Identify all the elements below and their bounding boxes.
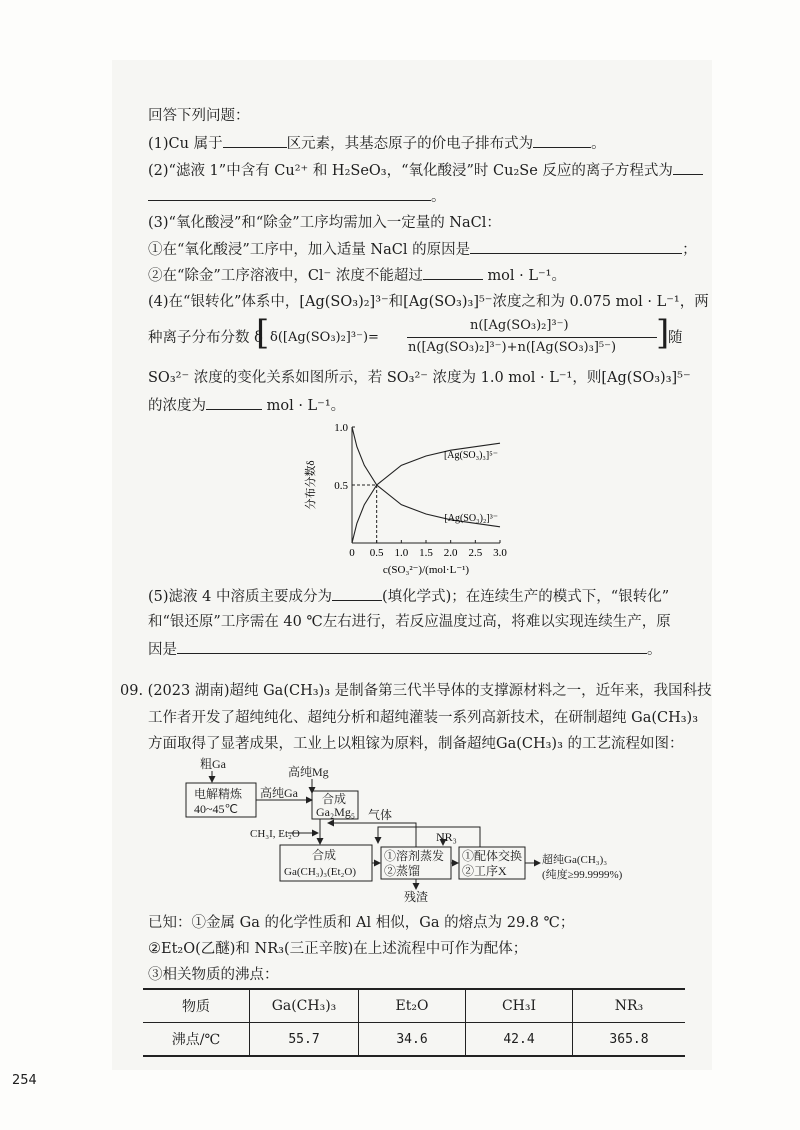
label-box3a: 合成 — [312, 848, 337, 862]
page-number: 254 — [12, 1073, 37, 1088]
x-tick-label: 3.0 — [493, 547, 507, 559]
y-tick-label: 0.5 — [334, 480, 348, 492]
q4-line-3: SO₃²⁻ 浓度的变化关系如图所示，若 SO₃²⁻ 浓度为 1.0 mol · L⁻¹，则[Ag(SO₃)₃]⁵⁻ — [148, 370, 691, 386]
label-purity: (纯度≥99.9999%) — [542, 869, 623, 881]
q4-text-d2: mol · L⁻¹。 — [266, 398, 346, 414]
fraction-denominator: n([Ag(SO₃)₂]³⁻)+n([Ag(SO₃)₃]⁵⁻) — [408, 340, 617, 355]
q2-end: 。 — [431, 189, 446, 205]
table-header-row — [143, 989, 685, 1023]
q5-blank-1[interactable] — [332, 586, 382, 601]
label-box1b: 40~45℃ — [194, 802, 238, 816]
label-nr3: NR₃ — [436, 830, 457, 844]
label-box4b: ②蒸馏 — [384, 864, 421, 878]
label-box5a: ①配体交换 — [462, 849, 523, 863]
y-tick-label: 1.0 — [334, 422, 348, 434]
q4-line-4 — [148, 395, 345, 416]
delta-def: δ([Ag(SO₃)₂]³⁻)= — [270, 330, 379, 345]
p09-line-1: 09. (2023 湖南)超纯 Ga(CH₃)₃ 是制备第三代半导体的支撑源材料之一，近年来，我国科技 — [120, 683, 712, 699]
q2-line — [148, 160, 703, 181]
q5-end: 。 — [647, 642, 662, 658]
intro-line: 回答下列问题： — [148, 108, 250, 124]
q4-blank[interactable] — [206, 395, 262, 410]
fraction-numerator: n([Ag(SO₃)₂]³⁻) — [470, 318, 569, 333]
q5-line-3 — [148, 639, 662, 660]
p09-line-2: 工作者开发了超纯纯化、超纯分析和超纯灌装一系列高新技术，在研制超纯 Ga(CH₃)₃ — [148, 710, 699, 726]
table-cell: 34.6 — [359, 1023, 466, 1057]
table-row — [143, 1023, 685, 1057]
q5-text-a2: (填化学式)；在连续生产的模式下，“银转化” — [381, 589, 670, 605]
q3-line: (3)“氧化酸浸”和“除金”工序均需加入一定量的 NaCl： — [148, 215, 501, 231]
label-product: 超纯Ga(CH₃)₃ — [542, 854, 608, 866]
q4-line-1: (4)在“银转化”体系中，[Ag(SO₃)₂]³⁻和[Ag(SO₃)₃]⁵⁻浓度之和为 0.075 mol · L⁻¹，两 — [148, 294, 709, 310]
x-tick-label: 1.0 — [394, 547, 409, 559]
q5-text-a1: (5)滤液 4 中溶质主要成分为 — [148, 589, 332, 605]
table-header-cell: Et₂O — [359, 989, 466, 1023]
label-pure-mg: 高纯Mg — [288, 765, 329, 779]
q3-blank-1[interactable] — [470, 239, 682, 254]
x-tick-label: 2.5 — [468, 547, 483, 559]
chart-labels — [303, 422, 507, 576]
x-axis-title: c(SO₃²⁻)/(mol·L⁻¹) — [382, 564, 470, 576]
q1-text-c: 。 — [591, 136, 606, 152]
table-header-cell: CH₃I — [466, 989, 573, 1023]
y-axis-title: 分布分数δ — [305, 460, 317, 510]
chart-curves — [352, 427, 500, 543]
q1-blank-1[interactable] — [223, 133, 287, 148]
q4-sui: 随 — [668, 330, 683, 346]
series-label: [Ag(SO₃)₃]⁵⁻ — [443, 450, 498, 462]
label-pure-ga: 高纯Ga — [260, 786, 298, 800]
table-cell: 42.4 — [466, 1023, 573, 1057]
label-reagents: CH₃I, Et₂O — [250, 828, 300, 840]
known-2: ②Et₂O(乙醚)和 NR₃(三正辛胺)在上述流程中可作为配体； — [148, 941, 528, 957]
fraction-bar — [407, 337, 657, 338]
q3-item-2 — [148, 265, 566, 286]
q2-line-2 — [148, 186, 446, 207]
q1-blank-2[interactable] — [533, 133, 591, 148]
q5-blank-2[interactable] — [177, 639, 647, 654]
label-box3b: Ga(CH₃)₃(Et₂O) — [284, 866, 356, 878]
table-cell: 沸点/℃ — [143, 1023, 250, 1057]
process-flow-diagram — [180, 755, 650, 905]
x-tick-label: 1.5 — [419, 547, 433, 559]
q3-blank-2[interactable] — [423, 265, 483, 280]
q4-line-2: 种离子分布分数 δ — [148, 330, 263, 346]
known-1: 已知：①金属 Ga 的化学性质和 Al 相似，Ga 的熔点为 29.8 ℃； — [148, 915, 575, 931]
x-tick-label: 2.0 — [443, 547, 458, 559]
arrow-et2o-recycle — [378, 827, 480, 847]
q5-text-c: 因是 — [148, 642, 177, 658]
q1-line — [148, 133, 606, 154]
label-crude-ga: 粗Ga — [200, 757, 226, 771]
boiling-point-table — [143, 988, 685, 1057]
label-box2a: 合成 — [322, 792, 347, 806]
table-header-cell: 物质 — [143, 989, 250, 1023]
table-cell: 55.7 — [250, 1023, 359, 1057]
q5-line-2: 和“银还原”工序需在 40 ℃左右进行，若反应温度过高，将难以实现连续生产，原 — [148, 614, 671, 630]
label-gas: 气体 — [368, 808, 393, 822]
p09-line-3: 方面取得了显著成果，工业上以粗镓为原料，制备超纯Ga(CH₃)₃ 的工艺流程如图： — [148, 736, 684, 752]
q3-item-1 — [148, 239, 697, 260]
table-header-cell: Ga(CH₃)₃ — [250, 989, 359, 1023]
left-bracket: [ — [256, 313, 270, 353]
distribution-chart — [300, 415, 540, 590]
q4-text-d1: 的浓度为 — [148, 398, 206, 414]
table-header-cell: NR₃ — [573, 989, 686, 1023]
q2-text: (2)“滤液 1”中含有 Cu²⁺ 和 H₂SeO₃，“氧化酸浸”时 Cu₂Se 反应的离子方程式为 — [148, 163, 673, 179]
q1-text-b: 区元素，其基态原子的价电子排布式为 — [286, 136, 534, 152]
right-bracket: ] — [656, 313, 670, 353]
label-box2b: Ga₂Mg₅ — [316, 805, 356, 819]
known-3: ③相关物质的沸点： — [148, 967, 279, 983]
q3-item-2-unit: mol · L⁻¹。 — [487, 268, 566, 284]
q3-item-1-text: ①在“氧化酸浸”工序中，加入适量 NaCl 的原因是 — [148, 242, 471, 258]
label-box4a: ①溶剂蒸发 — [384, 849, 445, 863]
q5-line-1 — [148, 586, 669, 607]
label-box5b: ②工序X — [462, 864, 507, 878]
table-cell: 365.8 — [573, 1023, 686, 1057]
q1-text-a: (1)Cu 属于 — [148, 136, 223, 152]
q3-item-1-end: ； — [682, 242, 697, 258]
q2-blank-1[interactable] — [673, 160, 703, 175]
q2-blank-2[interactable] — [148, 186, 431, 201]
q3-item-2-text: ②在“除金”工序溶液中，Cl⁻ 浓度不能超过 — [148, 268, 423, 284]
x-tick-label: 0.5 — [369, 547, 384, 559]
label-box1a: 电解精炼 — [194, 787, 243, 801]
label-residue: 残渣 — [404, 890, 429, 904]
series-label: [Ag(SO₃)₂]³⁻ — [444, 512, 498, 524]
x-tick-label: 0 — [349, 547, 355, 559]
